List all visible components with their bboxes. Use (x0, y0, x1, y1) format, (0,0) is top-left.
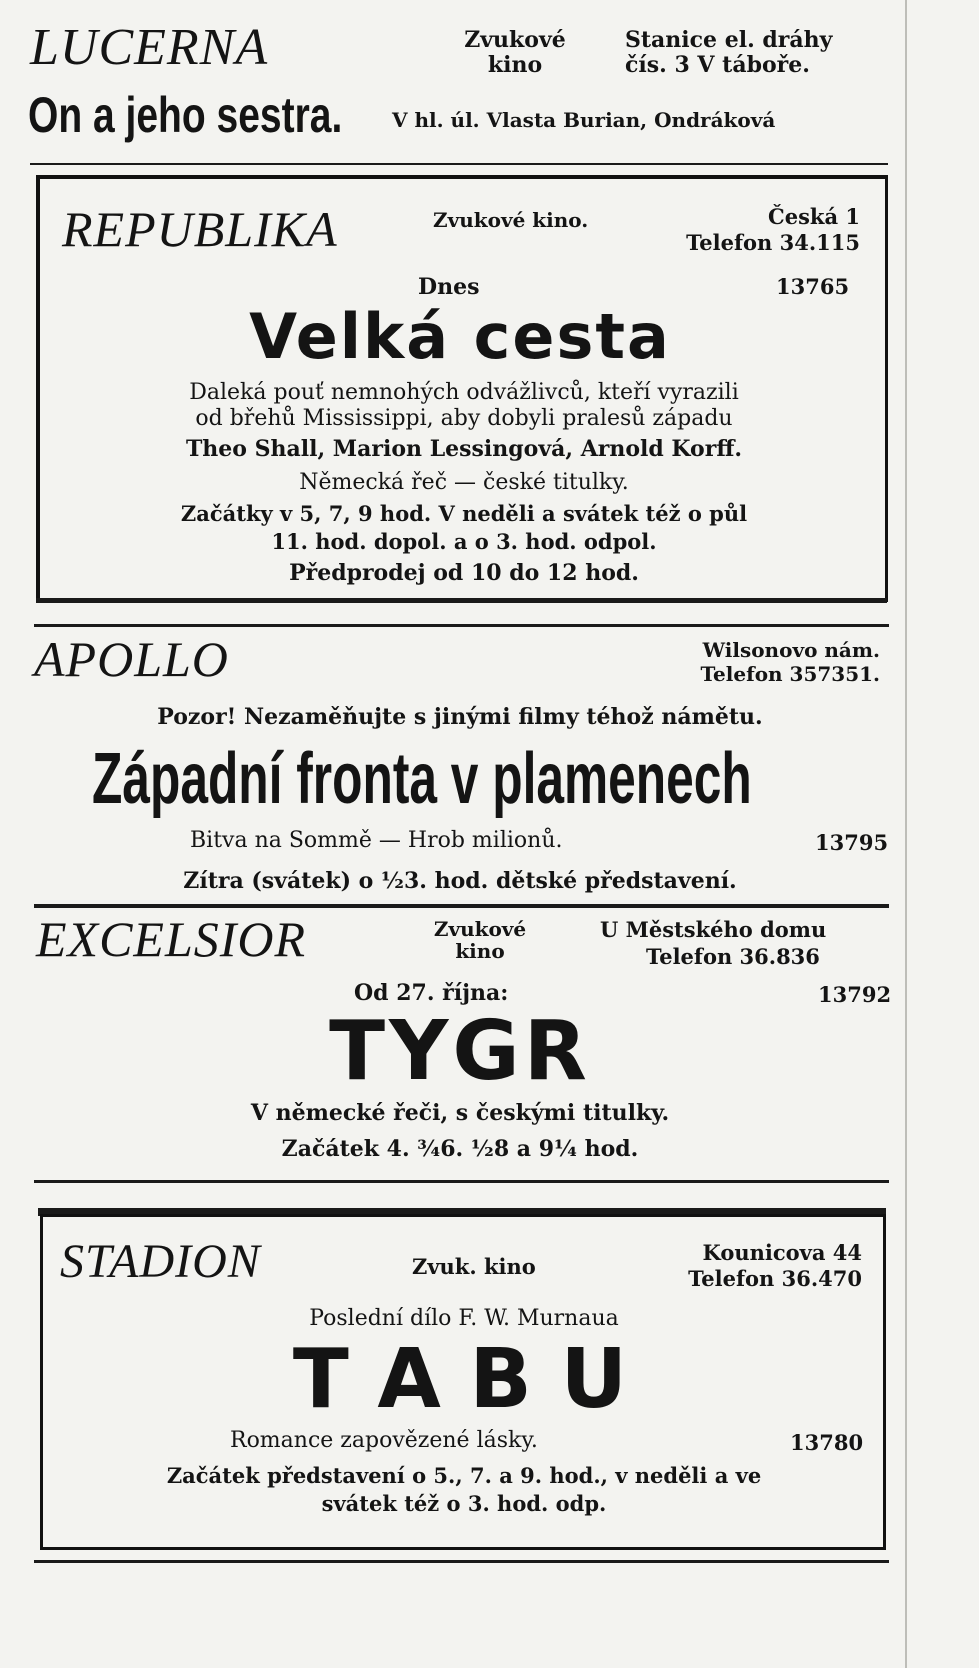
lucerna-kino (440, 28, 590, 78)
republika-code: 13765 (776, 274, 850, 299)
apollo-children-show: Zítra (svátek) o ½3. hod. dětské představení. (183, 868, 737, 894)
stadion-film-title: T A B U (292, 1332, 628, 1427)
excelsior-name: EXCELSIOR (36, 911, 307, 967)
stadion-address (650, 1240, 862, 1292)
stadion-name: STADION (60, 1235, 261, 1288)
column-gutter (905, 0, 907, 1668)
lucerna-cast: V hl. úl. Vlasta Burian, Ondráková (392, 108, 776, 132)
stadion-address-line1: Kounicova 44 (702, 1240, 862, 1265)
republika-day: Dnes (418, 274, 480, 300)
apollo-subtitle: Bitva na Sommě — Hrob milionů. (190, 828, 563, 853)
republika-presale: Předprodej od 10 do 12 hod. (289, 560, 639, 586)
republika-desc-line2: od břehů Mississippi, aby dobyli pralesů západu (195, 406, 733, 431)
divider (34, 1180, 889, 1183)
apollo-film-title: Západní fronta v plamenech (92, 739, 752, 819)
republika-address-line2: Telefon 34.115 (686, 230, 860, 255)
lucerna-kino-line2: kino (487, 52, 543, 78)
republika-name: REPUBLIKA (62, 201, 338, 257)
apollo-address (645, 638, 880, 686)
lucerna-kino-line1: Zvukové (464, 27, 566, 53)
republika-address-line1: Česká 1 (768, 204, 860, 229)
apollo-address-line1: Wilsonovo nám. (702, 638, 880, 662)
lucerna-address-line1: Stanice el. dráhy (625, 27, 833, 53)
republika-box-shadow (36, 598, 887, 603)
stadion-kino: Zvuk. kino (412, 1254, 536, 1279)
republika-times-line2: 11. hod. dopol. a o 3. hod. odpol. (271, 529, 657, 554)
republika-kino: Zvukové kino. (433, 208, 589, 232)
apollo-code: 13795 (815, 830, 889, 855)
excelsior-code: 13792 (818, 982, 892, 1007)
stadion-address-line2: Telefon 36.470 (688, 1266, 862, 1291)
republika-times-line1: Začátky v 5, 7, 9 hod. V neděli a svátek též o půl (180, 501, 748, 526)
excelsior-address-line2: Telefon 36.836 (646, 944, 820, 969)
stadion-times-line2: svátek též o 3. hod. odp. (321, 1491, 607, 1516)
divider (30, 163, 888, 165)
excelsior-kino-line2: kino (455, 939, 505, 963)
apollo-address-line2: Telefon 357351. (700, 662, 880, 686)
lucerna-address-line2: čís. 3 V táboře. (625, 52, 810, 78)
stadion-code: 13780 (790, 1430, 864, 1455)
divider (34, 624, 889, 627)
excelsior-address-line1: U Městského domu (600, 917, 827, 942)
stadion-times (44, 1462, 884, 1518)
apollo-notice: Pozor! Nezaměňujte s jinými filmy téhož námětu. (157, 704, 763, 730)
excelsior-times: Začátek 4. ¾6. ½8 a 9¼ hod. (281, 1136, 639, 1162)
excelsior-address (600, 916, 826, 970)
republika-film-title: Velká cesta (249, 300, 671, 373)
stadion-note: Poslední dílo F. W. Murnaua (309, 1306, 619, 1331)
republika-cast: Theo Shall, Marion Lessingová, Arnold Korff. (185, 436, 743, 462)
republika-address (650, 204, 860, 256)
lucerna-address (625, 28, 832, 78)
excelsior-kino (410, 918, 550, 962)
apollo-name: APOLLO (34, 631, 229, 687)
excelsior-kino-line1: Zvukové (433, 917, 527, 941)
divider (34, 904, 889, 908)
republika-language: Německá řeč — české titulky. (299, 470, 629, 495)
excelsior-language: V německé řeči, s českými titulky. (250, 1100, 670, 1126)
republika-desc-line1: Daleká pouť nemnohých odvážlivců, kteří vyrazili (189, 380, 739, 405)
stadion-subtitle: Romance zapovězené lásky. (230, 1428, 538, 1453)
republika-times (44, 500, 884, 556)
divider (34, 1560, 889, 1563)
republika-description (44, 380, 884, 432)
excelsior-film-title: TYGR (329, 1004, 591, 1099)
stadion-times-line1: Začátek představení o 5., 7. a 9. hod., v neděli a ve (166, 1463, 762, 1488)
lucerna-name: LUCERNA (30, 19, 269, 76)
lucerna-film: On a jeho sestra. (28, 87, 343, 143)
excelsior-date: Od 27. října: (354, 980, 509, 1006)
